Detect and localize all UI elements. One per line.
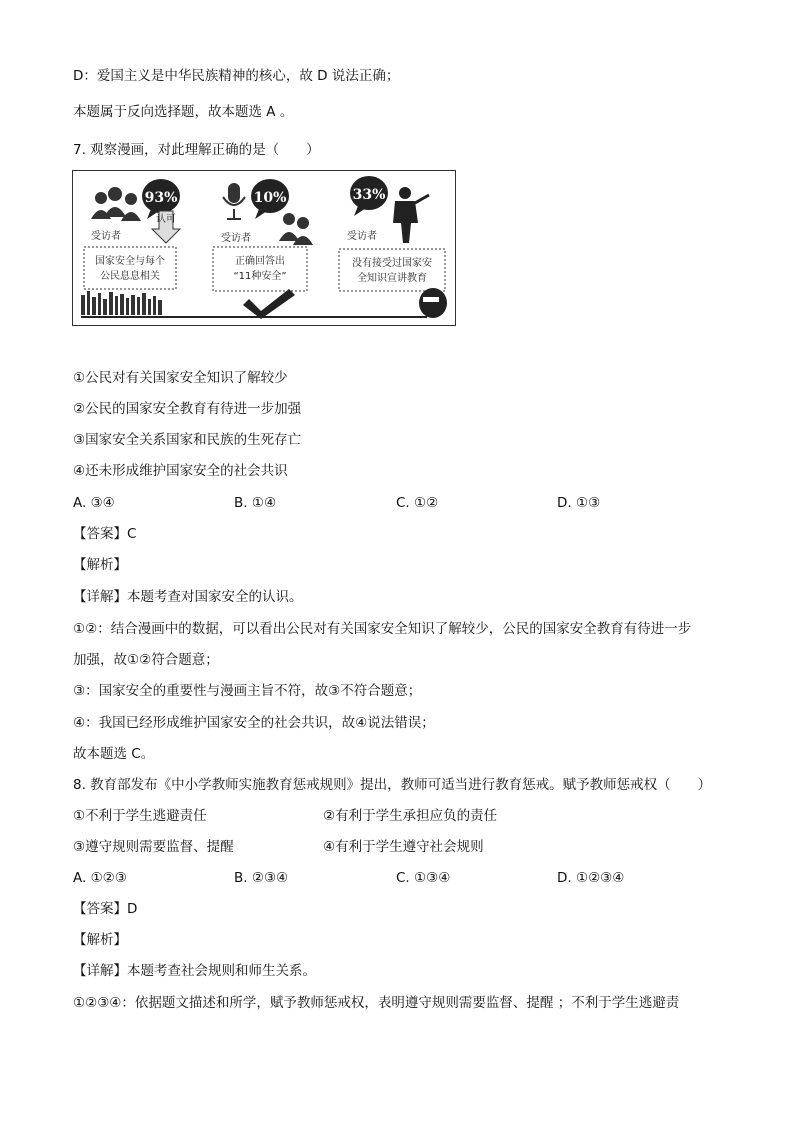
q7-answer: [73, 525, 136, 543]
panel1-arrow-text: 认可: [156, 214, 176, 225]
q7-detail-3: ④：我国已经形成维护国家安全的社会共识，故④说法错误；: [73, 715, 435, 731]
panel3-box-line1: 没有接受过国家安: [352, 258, 432, 269]
q7-detail-2: ③：国家安全的重要性与漫画主旨不符，故③不符合题意；: [73, 683, 422, 699]
q8-detail-intro: 【详解】本题考查社会规则和师生关系。: [73, 963, 316, 979]
option-d-explanation: D：爱国主义是中华民族精神的核心，故 D 说法正确；: [73, 68, 400, 84]
q8-detail-1: ①②③④：依据题文描述和所学，赋予教师惩戒权，表明遵守规则需要监督、提醒 ；不利于学生逃避责: [73, 995, 680, 1011]
head-icon: [419, 288, 447, 318]
q8-statement-3: ③遵守规则需要监督、提醒: [73, 839, 234, 855]
cartoon-figure: [72, 170, 456, 326]
q7-option-a: A. ③④: [73, 495, 115, 511]
panel3-box: [339, 249, 445, 291]
q7-option-b: B. ①④: [234, 495, 277, 511]
q8-statement-1: ①不利于学生逃避责任: [73, 808, 207, 824]
microphone-icon: [223, 183, 245, 219]
answer-summary-line: 本题属于反向选择题，故本题选 A 。: [73, 104, 294, 120]
panel2-label: 受访者: [221, 233, 251, 244]
statement-1: ①公民对有关国家安全知识了解较少: [73, 370, 288, 386]
people-group-icon: [91, 187, 141, 221]
people-pair-icon: [279, 213, 313, 245]
q8-statement-4: ④有利于学生遵守社会规则: [323, 839, 484, 855]
q7-option-c: C. ①②: [396, 495, 439, 511]
panel1-box-line1: 国家安全与每个: [95, 256, 165, 267]
q7-detail-1a: ①②：结合漫画中的数据，可以看出公民对有关国家安全知识了解较少，公民的国家安全教育有待进一步: [73, 621, 692, 637]
panel3-label: 受访者: [347, 231, 377, 242]
statement-2: ②公民的国家安全教育有待进一步加强: [73, 401, 302, 417]
answer-label: 【答案】: [73, 901, 127, 917]
q7-detail-intro: 【详解】本题考查对国家安全的认识。: [73, 589, 303, 605]
q8-analysis-label: 【解析】: [73, 932, 127, 948]
panel3-box-line2: 全知识宣讲教育: [357, 273, 427, 284]
q8-option-a: A. ①②③: [73, 870, 127, 886]
crowd-icon: [81, 291, 162, 315]
q8-statement-2: ②有利于学生承担应负的责任: [323, 808, 498, 824]
q8-option-c: C. ①③④: [396, 870, 451, 886]
arrow-down-icon: [152, 211, 180, 243]
panel2-box: [213, 247, 307, 291]
speech-bubble-icon: [350, 176, 388, 216]
panel1-label: 受访者: [91, 231, 121, 242]
q7-detail-1b: 加强，故①②符合题意；: [73, 652, 219, 668]
q8-option-d: D. ①②③④: [557, 870, 625, 886]
cartoon-svg: [73, 171, 456, 326]
statement-3: ③国家安全关系国家和民族的生死存亡: [73, 432, 302, 448]
panel2-box-line2: “11种安全”: [233, 271, 287, 282]
question-8-stem: 8. 教育部发布《中小学教师实施教育惩戒规则》提出，教师可适当进行教育惩戒。赋予教师惩戒权（ ）: [73, 777, 712, 793]
panel2-percent: 10%: [253, 190, 287, 206]
q7-option-d: D. ①③: [557, 495, 601, 511]
statement-4: ④还未形成维护国家安全的社会共识: [73, 463, 288, 479]
panel3-percent: 33%: [352, 187, 386, 203]
q8-answer: [73, 900, 137, 918]
q7-detail-4: 故本题选 C。: [73, 746, 155, 762]
panel1-box: [84, 247, 176, 289]
answer-value: D: [127, 901, 138, 917]
panel1-box-line2: 公民息息相关: [100, 271, 160, 282]
q8-option-b: B. ②③④: [234, 870, 289, 886]
speech-bubble-icon: [251, 179, 289, 219]
panel2-box-line1: 正确回答出: [235, 256, 285, 267]
person-standing-icon: [393, 187, 429, 243]
q7-analysis-label: 【解析】: [73, 557, 127, 573]
answer-value: C: [127, 526, 137, 542]
answer-label: 【答案】: [73, 526, 127, 542]
question-7-stem: 7. 观察漫画，对此理解正确的是（ ）: [73, 142, 320, 158]
check-mark-icon: [243, 289, 295, 319]
panel1-percent: 93%: [144, 190, 178, 206]
